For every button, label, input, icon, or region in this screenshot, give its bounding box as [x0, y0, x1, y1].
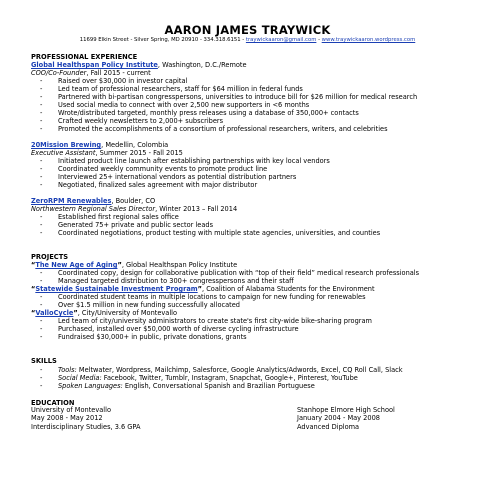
- section-heading-education: EDUCATION: [31, 399, 75, 407]
- bullet-text: Generated 75+ private and public sector leads: [58, 221, 214, 229]
- project-header: [31, 309, 177, 317]
- project-title-link[interactable]: The New Age of Aging: [35, 261, 118, 269]
- skill-label: Social Media:: [58, 374, 102, 382]
- job-title: Northwestern Regional Sales Director: [31, 205, 156, 213]
- project-title-link[interactable]: Statewide Sustainable Investment Program: [35, 285, 198, 293]
- skill-label: Spoken Languages:: [58, 382, 123, 390]
- skill-text: Meltwater, Wordpress, Mailchimp, Salesforce, Google Analytics/Adwords, Excel, CQ Roll Call, Slack: [76, 366, 403, 374]
- quote-mark: “: [31, 309, 36, 317]
- bullet-text: Coordinated negotiations, product testing with multiple state agencies, universities, and counties: [58, 229, 381, 237]
- project-header: [31, 261, 237, 269]
- bullet-text: Led team of professional researchers, staff for $64 million in federal funds: [58, 85, 303, 93]
- skill-label: Tools:: [58, 366, 77, 374]
- resume-name: AARON JAMES TRAYWICK: [164, 23, 331, 37]
- bullet-text: Coordinated copy, design for collaborative publication with “top of their field” medical research professionals: [58, 269, 420, 277]
- address-text: 11699 Elkin Street - Silver Spring, MD 20910 - 334.318.6151 -: [79, 37, 245, 43]
- skill-text: Facebook, Twitter, Tumblr, Instagram, Snapchat, Google+, Pinterest, YouTube: [101, 374, 358, 382]
- quote-mark: ”: [197, 285, 203, 293]
- quote-mark: “: [31, 285, 36, 293]
- bullet-text: Coordinated weekly community events to promote product line: [58, 165, 268, 173]
- bullet-text: Established first regional sales office: [58, 213, 179, 221]
- job-location: , Medellin, Colombia: [101, 141, 169, 149]
- job-org-link[interactable]: Global Healthspan Policy Institute: [31, 61, 158, 69]
- project-org: , City/University of Montevallo: [77, 309, 178, 317]
- job-header: [31, 61, 247, 69]
- quote-mark: “: [31, 261, 36, 269]
- bullet-text: Used social media to connect with over 2,500 new supporters in <6 months: [58, 101, 310, 109]
- skill-text: English, Conversational Spanish and Brazilian Portuguese: [122, 382, 315, 390]
- job-header: [31, 141, 168, 149]
- contact-separator: -: [318, 37, 320, 43]
- email-link[interactable]: traywickaaron@gmail.com: [245, 37, 317, 43]
- bullet-text: Managed targeted distribution to 300+ congresspersons and their staff: [58, 277, 294, 285]
- job-org-link[interactable]: ZeroRPM Renewables: [31, 197, 112, 205]
- job-title: Executive Assistant: [31, 149, 96, 157]
- bullet-text: Promoted the accomplishments of a consortium of professional researchers, writers, and celebrities: [58, 125, 388, 133]
- bullet-text: Crafted weekly newsletters to 2,000+ subscribers: [58, 117, 224, 125]
- bullet-text: Negotiated, finalized sales agreement with major distributor: [58, 181, 258, 189]
- job-title-line: [31, 205, 237, 213]
- section-heading-professional: PROFESSIONAL EXPERIENCE: [31, 53, 138, 61]
- bullet-text: Interviewed 25+ international vendors as potential distribution partners: [58, 173, 297, 181]
- resume-page: AARON JAMES TRAYWICK 11699 Elkin Street - Silver Spring, MD 20910 - 334.318.6151 - traywickaaron@gmail.com - www.traywickaaron.wordpress.com PROFESSIONAL EXPERIENCE Global Healthspan Policy Institute, Washington, D.C./Remote COO/Co-Founder, Fall 2015 - current - Raised over $30,000 in investor capital - Led team of professional researchers, staff for $64 million in federal funds - Partnered with bi-partisan congresspersons, universities to introduce bill for $26 million for medical research - Used social media to connect with over 2,500 new supporters in <6 months - Wrote/distributed targeted, monthly press releases using a database of 350,000+ contacts - Crafted weekly newsletters to 2,000+ subscribers - Promoted the accomplishments of a consortium of professional researchers, writers, and celebrities 20Mission Brewing, Medellin, Colombia Executive Assistant, Summer 2015 - Fall 2015 - Initiated product line launch after establishing partnerships with key local vendors - Coordinated weekly community events to promote product line - Interviewed 25+ international vendors as potential distribution partners - Negotiated, finalized sales agreement with major distributor ZeroRPM Renewables, Boulder, CO Northwestern Regional Sales Director, Winter 2013 – Fall 2014 - Established first regional sales office - Generated 75+ private and public sector leads - Coordinated negotiations, product testing with multiple state agencies, universities, and counties PROJECTS “The New Age of Aging”, Global Healthspan Policy Institute - Coordinated copy, design for collaborative publication with “top of their field” medical research professionals - Managed targeted distribution to 300+ congresspersons and their staff “Statewide Sustainable Investment Program”, Coalition of Alabama Students for the Environment - Coordinated student teams in multiple locations to campaign for new funding for renewables - Over $1.5 million in new funding successfully allocated “ValloCycle”, City/University of Montevallo - Led team of city/university administrators to create state's first city-wide bike-sharing program - Purchased, installed over $50,000 worth of diverse cycling infrastructure - Fundraised $30,000+ in public, private donations, grants SKILLS - Tools: Meltwater, Wordpress, Mailchimp, Salesforce, Google Analytics/Adwords, Excel, CQ Roll Call, Slack - Social Media: Facebook, Twitter, Tumblr, Instagram, Snapchat, Google+, Pinterest, YouTube - Spoken Languages: English, Conversational Spanish and Brazilian Portuguese EDUCATION University of Montevallo May 2008 - May 2012 Interdisciplinary Studies, 3.6 GPA Stanhope Elmore High School January 2004 - May 2008 Advanced Diploma: [0, 0, 495, 495]
- section-heading-projects: PROJECTS: [31, 253, 69, 261]
- job-location: , Boulder, CO: [111, 197, 156, 205]
- education-school: Stanhope Elmore High School: [297, 406, 395, 414]
- job-dates: , Winter 2013 – Fall 2014: [155, 205, 238, 213]
- contact-line: [0, 37, 495, 43]
- education-dates: May 2008 - May 2012: [31, 414, 103, 422]
- bullet-text: Raised over $30,000 in investor capital: [58, 77, 188, 85]
- website-link[interactable]: www.traywickaaron.wordpress.com: [321, 37, 416, 43]
- bullet-text: Led team of city/university administrators to create state's first city-wide bike-sharing program: [58, 317, 372, 325]
- project-org: , Coalition of Alabama Students for the Environment: [202, 285, 375, 293]
- section-heading-skills: SKILLS: [31, 357, 57, 365]
- job-dates: , Summer 2015 - Fall 2015: [95, 149, 183, 157]
- education-school: University of Montevallo: [31, 406, 111, 414]
- project-header: [31, 285, 375, 293]
- education-dates: January 2004 - May 2008: [297, 414, 380, 422]
- job-title-line: [31, 149, 183, 157]
- job-header: [31, 197, 155, 205]
- job-title-line: [31, 69, 151, 77]
- bullet-text: Fundraised $30,000+ in public, private donations, grants: [58, 333, 247, 341]
- education-degree: Interdisciplinary Studies, 3.6 GPA: [31, 423, 141, 431]
- bullet-text: Over $1.5 million in new funding successfully allocated: [58, 301, 240, 309]
- bullet-text: Coordinated student teams in multiple locations to campaign for new funding for renewables: [58, 293, 366, 301]
- quote-mark: ”: [117, 261, 122, 269]
- job-title: COO/Co-Founder: [31, 69, 87, 77]
- quote-mark: ”: [73, 309, 78, 317]
- project-org: , Global Healthspan Policy Institute: [121, 261, 238, 269]
- job-location: , Washington, D.C./Remote: [157, 61, 247, 69]
- job-dates: , Fall 2015 - current: [86, 69, 151, 77]
- bullet-text: Wrote/distributed targeted, monthly press releases using a database of 350,000+ contacts: [58, 109, 359, 117]
- bullet-text: Initiated product line launch after establishing partnerships with key local vendors: [58, 157, 330, 165]
- job-org-link[interactable]: 20Mission Brewing: [31, 141, 102, 149]
- project-title-link[interactable]: ValloCycle: [35, 309, 74, 317]
- education-degree: Advanced Diploma: [297, 423, 360, 431]
- bullet-text: Partnered with bi-partisan congresspersons, universities to introduce bill for $26 million for medical research: [58, 93, 418, 101]
- bullet-text: Purchased, installed over $50,000 worth of diverse cycling infrastructure: [58, 325, 299, 333]
